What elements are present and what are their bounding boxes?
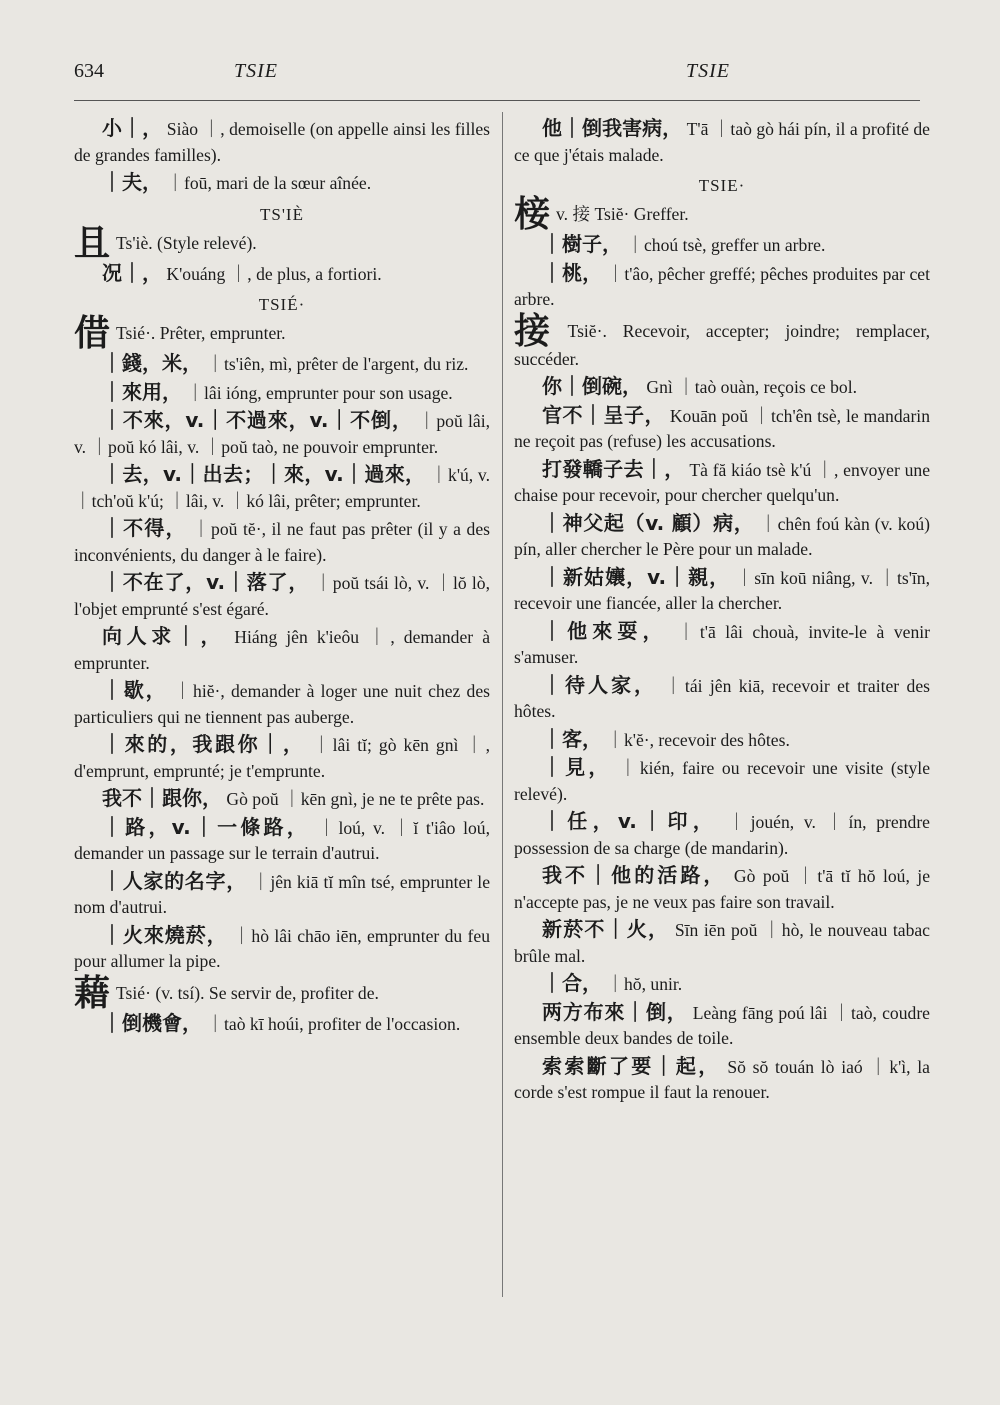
dictionary-entry xyxy=(74,923,490,975)
definition-text: T'ā ｜taò gò hái pín, il a profité de ce que j'étais malade. xyxy=(514,119,930,165)
header-rule xyxy=(74,100,920,101)
chinese-phrase: ｜新姑孃，v.｜親， xyxy=(542,564,731,589)
chinese-phrase: ｜路，v.｜一條路， xyxy=(102,814,310,839)
definition-text: Tsié· (v. tsí). Se servir de, profiter de. xyxy=(116,982,379,1003)
definition-text: ｜hŏ, unir. xyxy=(606,974,683,994)
headword-character: 藉 xyxy=(74,972,111,1014)
dictionary-entry xyxy=(514,261,930,313)
definition-text: Sīn iēn poŭ ｜hò, le nouveau tabac brûle mal. xyxy=(514,920,930,966)
dictionary-entry xyxy=(514,971,930,998)
dictionary-entry xyxy=(74,972,490,1014)
dictionary-entry xyxy=(514,1054,930,1106)
chinese-phrase: ｜夫， xyxy=(102,170,162,194)
definition-text: Tà fă kiáo tsè k'ú ｜, envoyer une chaise pour recevoir, pour chercher quelqu'un. xyxy=(514,459,931,505)
chinese-phrase: ｜來用， xyxy=(102,379,182,404)
headword-character: 椄 xyxy=(514,194,551,235)
chinese-phrase: ｜合， xyxy=(542,971,602,995)
chinese-phrase: ｜不來，v.｜不過來，v.｜不倒， xyxy=(102,408,413,432)
definition-text: ｜k'ú, v. ｜tch'oŭ k'ú; ｜lâi, v. ｜kó lâi, prêter; emprunter. xyxy=(74,465,490,511)
definition-text: ｜ts'iên, mì, prêter de l'argent, du riz. xyxy=(206,354,469,374)
definition-text: ｜sīn koū niâng, v. ｜ts'īn, recevoir une fiancée, aller la chercher. xyxy=(514,567,930,613)
definition-text: Hiáng jên k'ieôu ｜, demander à emprunter. xyxy=(74,627,490,673)
heading-text: TSIE· xyxy=(698,176,746,195)
definition-text: ｜t'âo, pêcher greffé; pêches produites par cet arbre. xyxy=(514,263,931,309)
dictionary-entry xyxy=(514,673,930,725)
definition-text: ｜poŭ tsái lò, v. ｜lŏ lò, l'objet emprunté s'est égaré. xyxy=(74,573,490,619)
definition-text: Kouān poŭ ｜tch'ên tsè, le mandarin ne reçoit pas (refuse) les accusations. xyxy=(514,405,930,451)
chinese-phrase: ｜客， xyxy=(542,726,602,751)
definition-text: ｜tái jên kiā, recevoir et traiter des hôtes. xyxy=(514,675,930,721)
dictionary-entry xyxy=(514,727,930,754)
chinese-phrase: 况｜， xyxy=(102,260,162,285)
dictionary-entry xyxy=(514,310,930,373)
definition-text: ｜poŭ tĕ·, il ne faut pas prêter (il y a des inconvénients, du danger à le faire). xyxy=(74,519,491,565)
dictionary-entry xyxy=(514,403,930,455)
definition-text: ｜t'ā lâi chouà, invite-le à venir s'amuser. xyxy=(514,621,930,667)
page-number: 634 xyxy=(74,60,104,82)
dictionary-entry xyxy=(74,462,490,514)
section-heading xyxy=(514,176,930,196)
dictionary-entry xyxy=(74,380,490,407)
chinese-phrase: ｜歇， xyxy=(102,678,168,702)
definition-text: ｜taò kī hoúi, profiter de l'occasion. xyxy=(206,1013,461,1034)
dictionary-entry xyxy=(514,809,930,861)
dictionary-entry xyxy=(514,565,930,617)
dictionary-entry xyxy=(74,786,490,813)
dictionary-entry xyxy=(514,1000,930,1052)
chinese-phrase: ｜任，v.｜印， xyxy=(542,809,719,833)
definition-text: Gnì ｜taò ouàn, reçois ce bol. xyxy=(646,377,857,397)
chinese-phrase: 新菸不｜火， xyxy=(542,917,670,941)
dictionary-entry xyxy=(74,624,490,676)
right-column xyxy=(514,116,930,1108)
dictionary-entry xyxy=(514,457,930,509)
chinese-phrase: ｜火來燒菸， xyxy=(102,922,228,947)
dictionary-entry xyxy=(74,408,490,460)
chinese-phrase: 向人求｜， xyxy=(102,624,226,648)
dictionary-entry xyxy=(514,116,930,168)
definition-text: ｜k'ĕ·, recevoir des hôtes. xyxy=(606,729,790,750)
chinese-phrase: ｜去，v.｜出去；｜來，v.｜過來， xyxy=(102,462,426,486)
definition-text: ｜foū, mari de la sœur aînée. xyxy=(166,173,372,193)
definition-text: ｜loú, v. ｜ĭ t'iâo loú, demander un passage sur le terrain d'autrui. xyxy=(74,817,490,863)
definition-text: Ts'iè. (Style relevé). xyxy=(116,232,257,253)
chinese-phrase: 小｜， xyxy=(102,116,163,140)
dictionary-entry xyxy=(514,511,930,563)
chinese-phrase: ｜神父起（v. 顧）病， xyxy=(542,510,755,535)
definition-text: Tsiĕ·. Recevoir, accepter; joindre; remplacer, succéder. xyxy=(514,320,930,369)
definition-text: Tsié·. Prêter, emprunter. xyxy=(116,323,286,343)
dictionary-entry xyxy=(74,815,490,867)
definition-text: ｜choú tsè, greffer un arbre. xyxy=(626,235,826,255)
chinese-phrase: ｜倒機會， xyxy=(102,1010,202,1035)
right-running-head: TSIE xyxy=(686,60,730,82)
definition-text: ｜jouén, v. ｜ín, prendre possession de sa charge (de mandarin). xyxy=(514,812,930,858)
dictionary-entry xyxy=(514,863,930,915)
dictionary-entry xyxy=(74,222,490,264)
dictionary-entry xyxy=(74,116,490,168)
definition-text: ｜hiĕ·, demander à loger une nuit chez des particuliers qui ne tiennent pas auberge. xyxy=(74,681,491,727)
headword-character: 借 xyxy=(74,313,111,354)
definition-text: ｜jên kiā tĭ mîn tsé, emprunter le nom d'autrui. xyxy=(74,871,491,917)
definition-text: K'ouáng ｜, de plus, a fortiori. xyxy=(166,263,382,284)
heading-text: TSIÉ· xyxy=(258,295,306,314)
dictionary-entry xyxy=(514,232,930,259)
dictionary-entry xyxy=(514,619,930,671)
chinese-phrase: 我不｜跟你， xyxy=(102,786,222,810)
definition-text: Gò poŭ ｜t'ā tĭ hŏ loú, je n'accepte pas, je ne veux pas faire son travail. xyxy=(514,866,931,912)
chinese-phrase: 打發轎子去｜， xyxy=(542,456,685,481)
headword-character: 且 xyxy=(74,222,111,264)
chinese-phrase: ｜人家的名字， xyxy=(102,868,247,893)
chinese-phrase: ｜來的，我跟你｜， xyxy=(102,732,306,756)
page-header xyxy=(74,58,920,94)
dictionary-entry xyxy=(514,194,930,235)
definition-text: Sŏ sŏ touán lò iaó ｜k'ì, la corde s'est rompue il faut la renouer. xyxy=(514,1056,930,1102)
chinese-phrase: 你｜倒碗， xyxy=(542,374,642,398)
definition-text: ｜lâi tĭ; gò kēn gnì ｜, d'emprunt, emprunté; je t'emprunte. xyxy=(74,735,491,781)
definition-text: ｜kién, faire ou recevoir une visite (style relevé). xyxy=(514,758,931,804)
section-heading xyxy=(74,295,490,315)
definition-text: Siào ｜, demoiselle (on appelle ainsi les filles de grandes familles). xyxy=(74,119,490,165)
left-running-head: TSIE xyxy=(234,60,278,82)
chinese-phrase: 索索斷了要｜起， xyxy=(542,1053,721,1078)
dictionary-entry xyxy=(74,313,490,354)
definition-text: ｜lâi ióng, emprunter pour son usage. xyxy=(186,382,453,403)
chinese-phrase: 官不｜呈子， xyxy=(542,402,665,427)
chinese-phrase: ｜見， xyxy=(542,755,612,779)
dictionary-entry xyxy=(514,917,930,969)
definition-text: ｜chên foú kàn (v. koú) pín, aller chercher le Père pour un malade. xyxy=(514,513,930,559)
dictionary-entry xyxy=(74,869,490,921)
chinese-phrase: 我不｜他的活路， xyxy=(542,863,727,887)
chinese-phrase: ｜樹子， xyxy=(542,232,622,256)
definition-text: Leàng fāng poú lâi ｜taò, coudre ensemble deux bandes de toile. xyxy=(514,1002,930,1048)
definition-text: ｜poŭ lâi, v. ｜poŭ kó lâi, v. ｜poŭ taò, ne pouvoir emprunter. xyxy=(74,411,490,457)
definition-text: ｜hò lâi chāo iēn, emprunter du feu pour allumer la pipe. xyxy=(74,925,490,971)
left-column xyxy=(74,116,490,1039)
section-heading xyxy=(74,205,490,225)
definition-text: Gò poŭ ｜kēn gnì, je ne te prête pas. xyxy=(226,789,485,809)
heading-text: TS'IÈ xyxy=(260,204,304,224)
dictionary-entry xyxy=(74,170,490,197)
chinese-phrase: 两方布來｜倒， xyxy=(542,999,688,1024)
definition-text: v. 接 Tsiĕ· Greffer. xyxy=(556,204,689,224)
dictionary-entry xyxy=(74,1011,490,1038)
chinese-phrase: ｜錢，米， xyxy=(102,351,202,375)
dictionary-entry xyxy=(514,374,930,401)
dictionary-entry xyxy=(74,732,490,784)
column-divider xyxy=(502,112,503,1297)
dictionary-entry xyxy=(74,516,490,568)
headword-character: 接 xyxy=(514,310,562,352)
dictionary-entry xyxy=(74,351,490,378)
dictionary-entry xyxy=(74,678,490,730)
chinese-phrase: ｜不得， xyxy=(102,516,187,540)
dictionary-entry xyxy=(514,755,930,807)
dictionary-entry xyxy=(74,570,490,622)
chinese-phrase: ｜桃， xyxy=(542,260,603,285)
chinese-phrase: ｜待人家， xyxy=(542,672,657,697)
chinese-phrase: 他｜倒我害病， xyxy=(542,116,683,140)
dictionary-entry xyxy=(74,261,490,288)
chinese-phrase: ｜不在了，v.｜落了， xyxy=(102,570,310,594)
chinese-phrase: ｜他來耍， xyxy=(542,618,668,643)
